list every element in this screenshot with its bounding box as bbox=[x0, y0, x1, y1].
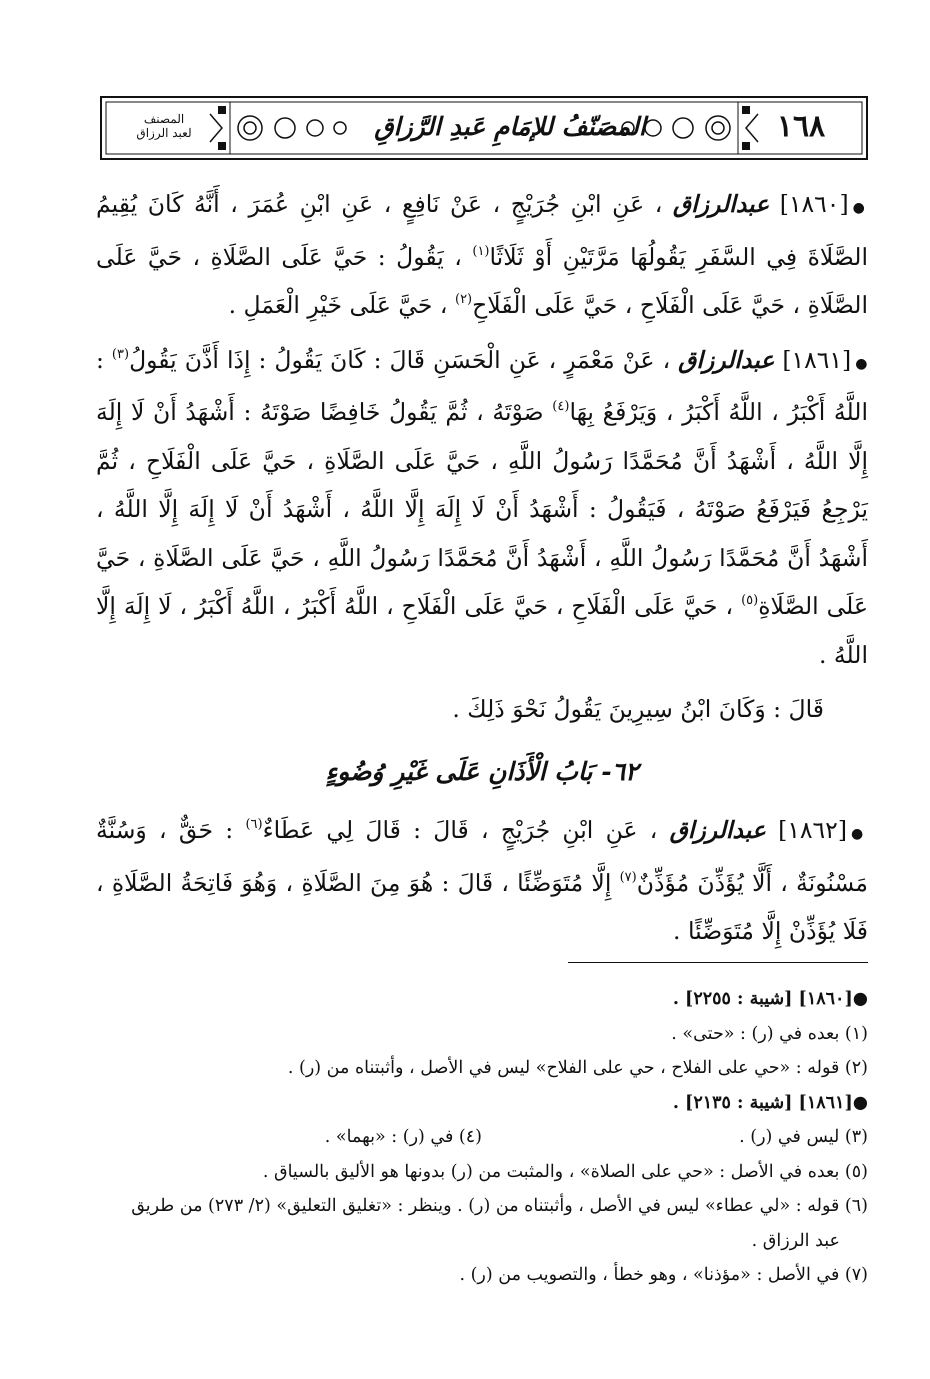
running-title: المصَنّفُ للإمَامِ عَبدِ الرَّزاقِ bbox=[374, 111, 646, 141]
hadith-text: ، عَنْ مَعْمَرٍ ، عَنِ الْحَسَنِ قَالَ : كَانَ يَقُولُ : إِذَا أَذَّنَ يَقُولُ bbox=[129, 345, 671, 374]
source-reference: ●[١٨٦٠] [شيبة : ٢٢٥٥] . bbox=[672, 989, 868, 1009]
hadith-text: ، يَقُولُ : حَيَّ عَلَى الصَّلَاةِ ، حَيَّ عَلَى الصَّلَاةِ ، حَيَّ عَلَى الْفَلَاحِ ، حَيَّ عَلَى الْفَلَاحِ bbox=[96, 242, 868, 319]
logo-line-1: المصنف bbox=[143, 112, 185, 126]
author-name: عبدالرزاق bbox=[678, 345, 775, 374]
hadith-text: صَوْتَهُ ، ثُمَّ يَقُولُ خَافِضًا صَوْتَهُ : أَشْهَدُ أَنْ لَا إِلَهَ إِلَّا اللَّهُ ، أَشْهَدُ أَنَّ مُحَمَّدًا رَسُولُ اللَّهِ ، حَيَّ عَلَى الصَّلَاةِ ، حَيَّ عَلَى الْفَلَاحِ ، ثُمَّ يَرْجِعُ فَيَرْفَعُ صَوْتَهُ ، فَيَقُولُ : أَشْهَدُ أَنْ لَا إِلَهَ إِلَّا اللَّهُ ، أَشْهَدُ أَنْ لَا إِلَهَ إِلَّا اللَّهُ ، أَشْهَدُ أَنَّ مُحَمَّدًا رَسُولُ اللَّهِ ، أَشْهَدُ أَنَّ مُحَمَّدًا رَسُولُ اللَّهِ ، حَيَّ عَلَى الصَّلَاةِ ، حَيَّ عَلَى الصَّلَاةِ bbox=[96, 398, 868, 620]
main-text bbox=[96, 180, 868, 956]
bullet-icon: ● bbox=[855, 355, 868, 372]
footnote-4: (٤) في (ر) : «بهما» . bbox=[324, 1127, 482, 1147]
footnote-ref[interactable]: (٣) bbox=[111, 346, 130, 362]
hadith-text: إِلَّا مُتَوَضِّئًا ، قَالَ : هُوَ مِنَ الصَّلَاةِ ، وَهُوَ فَاتِحَةُ الصَّلَاةِ ، فَلَا يُؤَذِّنْ إِلَّا مُتَوَضِّئًا . bbox=[96, 868, 868, 945]
hadith-text: ، عَنِ ابْنِ جُرَيْجٍ ، قَالَ : قَالَ لِي عَطَاءٌ bbox=[262, 816, 658, 844]
chapter-heading: ٦٢- بَابُ الْأَذَانِ عَلَى غَيْرِ وُضُوءٍ bbox=[325, 756, 639, 786]
author-name: عبدالرزاق bbox=[669, 816, 766, 844]
footnote-2: (٢) قوله : «حي على الفلاح ، حي على الفلاح» ليس في الأصل ، وأثبتناه من (ر) . bbox=[287, 1058, 868, 1078]
author-name: عبدالرزاق bbox=[672, 190, 770, 218]
footnote-ref[interactable]: (٢) bbox=[454, 292, 473, 307]
source-reference: ●[١٨٦١] [شيبة : ٢١٣٥] . bbox=[672, 1092, 868, 1113]
footnote-ref[interactable]: (١) bbox=[472, 243, 490, 259]
footnote-ref[interactable]: (٦) bbox=[245, 817, 263, 832]
footnote-divider bbox=[568, 962, 868, 963]
footnotes bbox=[96, 982, 868, 1293]
hadith-note: قَالَ : وَكَانَ ابْنُ سِيرِينَ يَقُولُ نَحْوَ ذَلِكَ . bbox=[452, 695, 824, 723]
footnote-7: (٧) في الأصل : «مؤذنا» ، وهو خطأ ، والتصويب من (ر) . bbox=[459, 1265, 868, 1285]
footnote-6: (٦) قوله : «لي عطاء» ليس في الأصل ، وأثبتناه من (ر) . وينظر : «تغليق التعليق» (٢/ ٢٧٣) من طريق bbox=[131, 1196, 868, 1216]
footnote-ref[interactable]: (٧) bbox=[619, 869, 637, 885]
hadith-text: ، حَيَّ عَلَى الْفَلَاحِ ، حَيَّ عَلَى الْفَلَاحِ ، اللَّهُ أَكْبَرُ ، اللَّهُ أَكْبَرُ ، لَا إِلَهَ إِلَّا اللَّهُ . bbox=[96, 592, 868, 669]
hadith-text: : اللَّهُ أَكْبَرُ ، اللَّهُ أَكْبَرُ ، وَيَرْفَعُ بِهَا bbox=[96, 345, 868, 426]
hadith-1860 bbox=[96, 180, 868, 330]
footnote-3: (٣) ليس في (ر) . bbox=[739, 1127, 868, 1147]
footnote-1: (١) بعده في (ر) : «حتى» . bbox=[671, 1023, 868, 1044]
footnote-row bbox=[96, 1120, 868, 1155]
footnote-ref[interactable]: (٥) bbox=[741, 593, 759, 608]
hadith-1861 bbox=[96, 336, 868, 680]
book-logo bbox=[116, 102, 212, 150]
page-header bbox=[100, 96, 868, 160]
logo-line-2: لعبد الرزاق bbox=[136, 126, 192, 140]
footnote-5: (٥) بعده في الأصل : «حي على الصلاة» ، والمثبت من (ر) بدونها هو الأليق بالسياق . bbox=[262, 1161, 868, 1182]
page-number: ١٦٨ bbox=[776, 108, 826, 144]
hadith-number: [١٨٦٢] bbox=[778, 816, 847, 844]
hadith-text: : حَقٌّ ، وَسُنَّةٌ مَسْنُونَةٌ ، أَلَّا يُؤَذِّنَ مُؤَذِّنٌ bbox=[96, 816, 868, 897]
footnote-ref[interactable]: (٤) bbox=[552, 399, 570, 414]
hadith-number: [١٨٦١] bbox=[782, 345, 852, 374]
hadith-1862 bbox=[96, 806, 868, 956]
hadith-text: ، عَنِ ابْنِ جُرَيْجٍ ، عَنْ نَافِعٍ ، عَنِ ابْنِ عُمَرَ ، أَنَّهُ كَانَ يُقِيمُ الصَّلَاةَ فِي السَّفَرِ يَقُولُهَا مَرَّتَيْنِ أَوْ ثَلَاثًا bbox=[96, 190, 868, 271]
bullet-icon: ● bbox=[850, 826, 868, 842]
hadith-text: ، حَيَّ عَلَى خَيْرِ الْعَمَلِ . bbox=[228, 291, 448, 319]
bullet-icon: ● bbox=[852, 200, 868, 216]
footnote-6-continued: عبد الرزاق . bbox=[751, 1230, 840, 1251]
hadith-number: [١٨٦٠] bbox=[779, 190, 849, 218]
